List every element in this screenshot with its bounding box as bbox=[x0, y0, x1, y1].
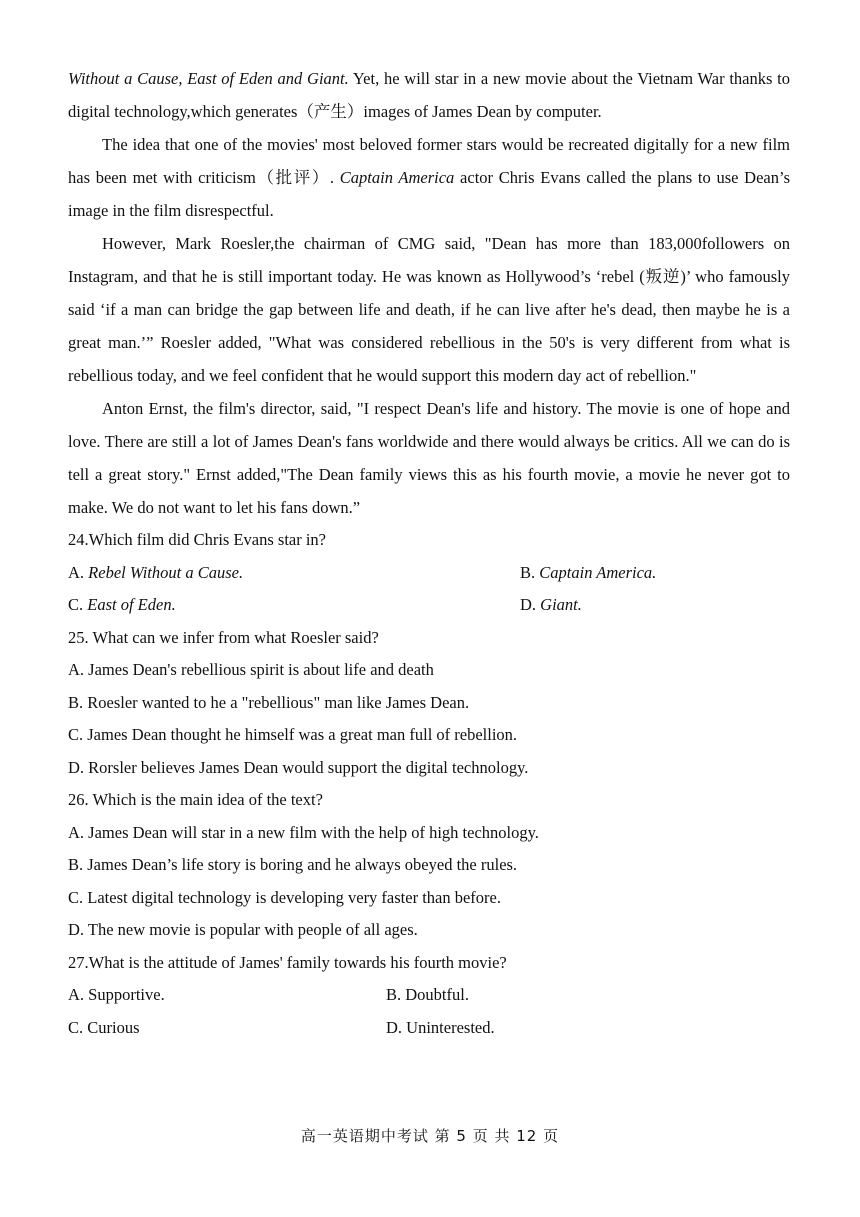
question-27-option-a: A. Supportive. bbox=[68, 985, 165, 1004]
question-25-stem: 25. What can we infer from what Roesler said? bbox=[68, 627, 379, 647]
question-24-options-row-1 bbox=[68, 557, 790, 590]
question-25-option-a: A. James Dean's rebellious spirit is about life and death bbox=[68, 660, 434, 679]
question-25-option-b: B. Roesler wanted to he a "rebellious" man like James Dean. bbox=[68, 692, 470, 712]
paragraph-text: actor Chris Evans called the plans to use Dean’s image in the film disrespectful. bbox=[68, 168, 790, 220]
question-24-stem: 24.Which film did Chris Evans star in? bbox=[68, 530, 326, 549]
question-27-stem: 27.What is the attitude of James' family towards his fourth movie? bbox=[68, 952, 507, 972]
question-24-option-d: D. Giant. bbox=[520, 595, 582, 614]
question-27-option-d: D. Uninterested. bbox=[386, 1017, 495, 1037]
film-titles: Without a Cause, East of Eden and Giant. bbox=[68, 69, 349, 88]
page-footer: 高一英语期中考试 第 5 页 共 12 页 bbox=[300, 1127, 560, 1145]
paragraph-text: Yet, he will star in a new movie about the Vietnam War thanks to digital technology,which generates（产生）images of James Dean by computer. bbox=[68, 69, 790, 121]
passage-paragraph-4: Anton Ernst, the film's director, said, "I respect Dean's life and history. The movie is one of hope and love. There are still a lot of James Dean's fans worldwide and there would always be critics. All we can do is tell a great story." Ernst added,"The Dean family views this as his fourth movie, a movie he never got to make. We do not want to let his fans down.” bbox=[68, 399, 790, 517]
question-27-option-c: C. Curious bbox=[68, 1017, 140, 1037]
passage-paragraph-2 bbox=[68, 128, 790, 227]
question-26-option-d: D. The new movie is popular with people of all ages. bbox=[68, 920, 418, 939]
question-27-option-b: B. Doubtful. bbox=[386, 985, 469, 1004]
question-25-option-d: D. Rorsler believes James Dean would support the digital technology. bbox=[68, 757, 529, 777]
question-26-option-a: A. James Dean will star in a new film with the help of high technology. bbox=[68, 822, 539, 842]
passage-paragraph-3: However, Mark Roesler,the chairman of CMG said, "Dean has more than 183,000followers on Instagram, and that he is still important today. He was known as Hollywood’s ‘rebel (叛逆)’ who famously said ‘if a man can bridge the gap between life and death, if he can live after he's dead, then maybe he is a great man.’” Roesler added, "What was considered rebellious in the 50's is very different from what is rebellious today, and we feel confident that he would support this modern day act of rebellion." bbox=[68, 234, 790, 385]
question-24-options-row-2 bbox=[68, 589, 790, 622]
question-24-option-c: C. East of Eden. bbox=[68, 595, 176, 614]
question-26-option-c: C. Latest digital technology is developing very faster than before. bbox=[68, 887, 501, 907]
question-24-option-a: A. Rebel Without a Cause. bbox=[68, 562, 244, 582]
paragraph-text: The idea that one of the movies' most beloved former stars would be recreated digitally for a new film has been met with criticism（批评）. bbox=[68, 135, 790, 187]
question-27-options-row-2 bbox=[68, 1012, 790, 1045]
question-26-stem: 26. Which is the main idea of the text? bbox=[68, 790, 323, 809]
question-27-options-row-1 bbox=[68, 979, 790, 1012]
passage-paragraph-1 bbox=[68, 62, 790, 128]
exam-page bbox=[68, 62, 790, 1044]
question-24-option-b: B. Captain America. bbox=[520, 562, 657, 582]
question-26-option-b: B. James Dean’s life story is boring and he always obeyed the rules. bbox=[68, 855, 518, 874]
question-25-option-c: C. James Dean thought he himself was a great man full of rebellion. bbox=[68, 725, 518, 744]
film-title: Captain America bbox=[339, 168, 455, 187]
